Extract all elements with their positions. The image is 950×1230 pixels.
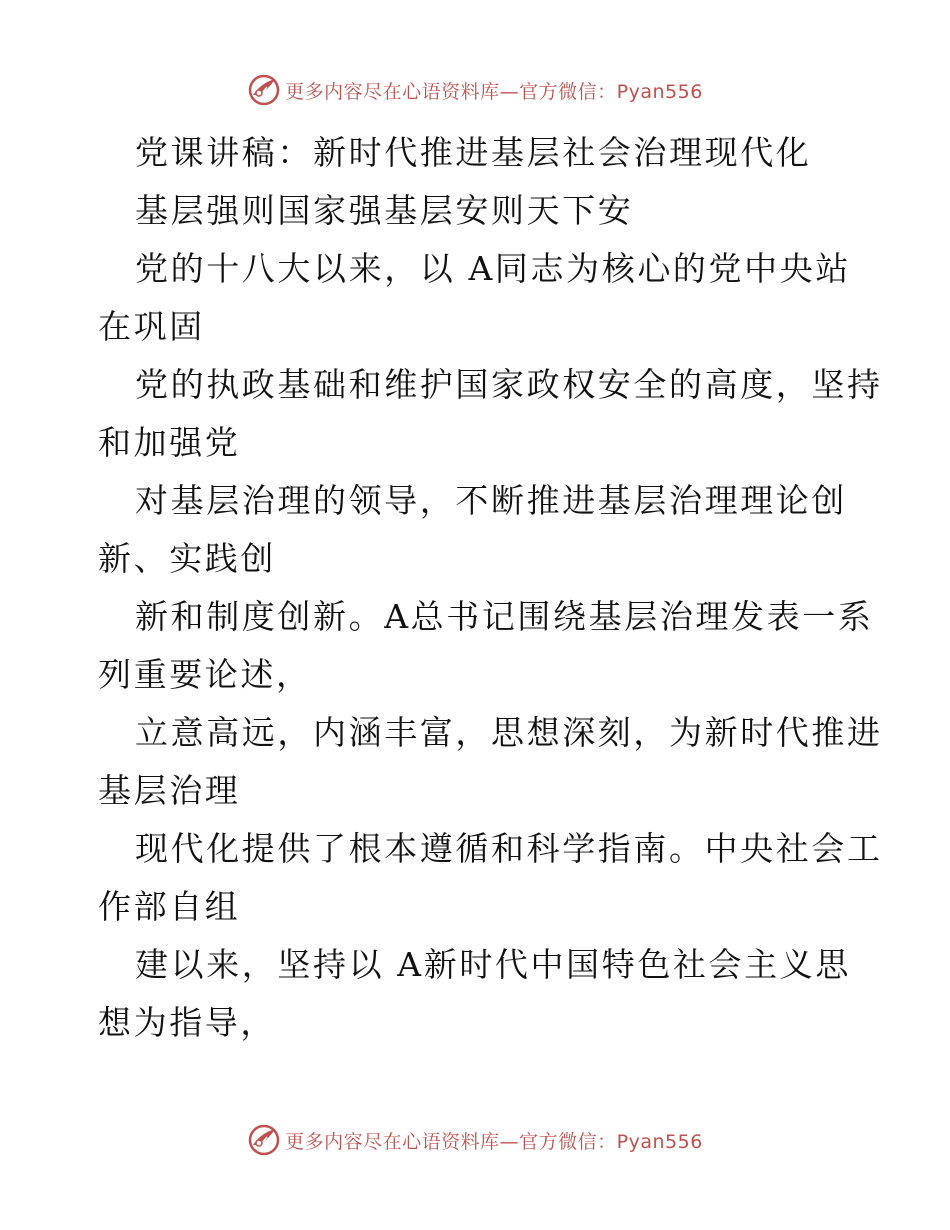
- text-line: 在巩固: [98, 307, 205, 346]
- quill-logo-icon: [247, 73, 281, 107]
- quill-logo-icon: [247, 1123, 281, 1157]
- text-line: 立意高远，内涵丰富，思想深刻，为新时代推进: [135, 713, 883, 752]
- footer-banner-text: 更多内容尽在心语资料库—官方微信：Pyan556: [285, 1130, 703, 1153]
- document-body: [98, 124, 883, 1052]
- text-line: 对基层治理的领导，不断推进基层治理理论创: [135, 481, 847, 520]
- text-line: 建以来，坚持以 A新时代中国特色社会主义思: [135, 945, 851, 984]
- text-line: 党课讲稿：新时代推进基层社会治理现代化: [135, 133, 812, 172]
- text-line: 党的执政基础和维护国家政权安全的高度，坚持: [135, 365, 883, 404]
- text-line: 基层治理: [98, 771, 241, 810]
- text-line: 新、实践创: [98, 539, 276, 578]
- text-line: 和加强党: [98, 423, 241, 462]
- text-line: 基层强则国家强基层安则天下安: [135, 191, 634, 230]
- text-line: 现代化提供了根本遵循和科学指南。中央社会工: [135, 829, 883, 868]
- header-banner: [0, 70, 950, 110]
- text-line: 想为指导，: [98, 1003, 276, 1042]
- text-line: 党的十八大以来，以 A同志为核心的党中央站: [135, 249, 851, 288]
- footer-banner: [0, 1120, 950, 1160]
- text-line: 作部自组: [98, 887, 241, 926]
- text-line: 新和制度创新。A总书记围绕基层治理发表一系: [135, 597, 874, 636]
- text-line: 列重要论述，: [98, 655, 312, 694]
- header-banner-text: 更多内容尽在心语资料库—官方微信：Pyan556: [285, 80, 703, 103]
